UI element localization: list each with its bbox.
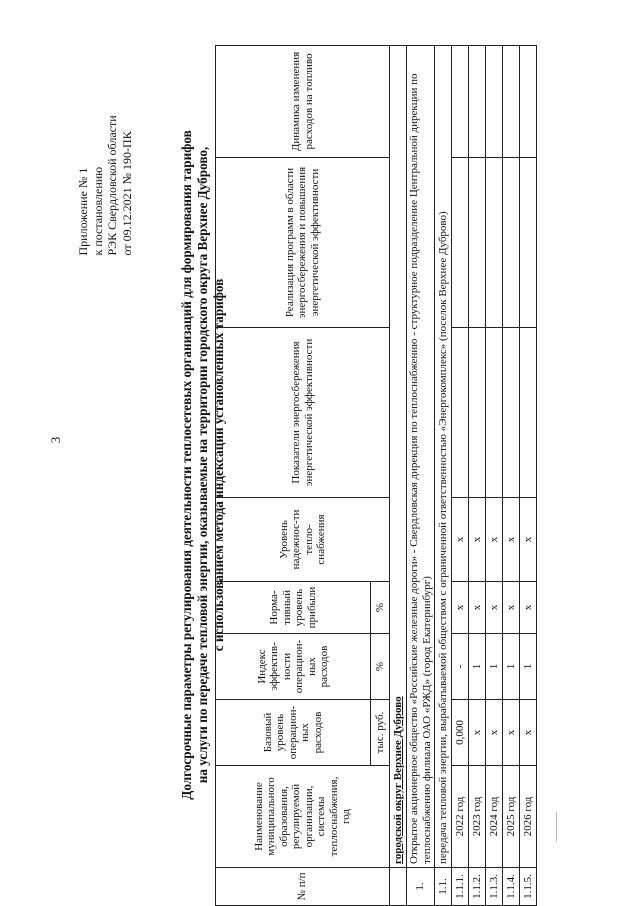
row-norm: х (469, 582, 486, 634)
row-base: х (503, 700, 520, 766)
row-energy (486, 328, 503, 498)
row-base: х (486, 700, 503, 766)
row-index: 1 (520, 634, 537, 700)
row-num: 1.1.4. (503, 868, 520, 906)
row-norm: х (503, 582, 520, 634)
parameters-table-rotator (215, 46, 537, 906)
row-reliability: х (486, 498, 503, 582)
title-line-1: Долгосрочные параметры регулирования деятельности теплосетевых организаций для формирования тарифов (179, 130, 194, 800)
header-index: Индекс эффектив-ности операцион-ных расходов (216, 634, 371, 700)
row-norm: х (520, 582, 537, 634)
row-dynamics (452, 46, 469, 158)
row-num: 1.1.5. (520, 868, 537, 906)
row-reliability: х (503, 498, 520, 582)
table-row (486, 46, 503, 906)
unit-norm: % (371, 582, 390, 634)
row-programs (469, 158, 486, 328)
header-dynamics: Динамика изменения расходов на топливо (216, 46, 390, 158)
header-energy: Показатели энергосбережения энергетической эффективности (216, 328, 390, 498)
row-programs (503, 158, 520, 328)
row-index: 1 (486, 634, 503, 700)
unit-base: тыс. руб. (371, 700, 390, 766)
appendix-line-2: к постановлению (90, 166, 105, 256)
appendix-line-4: от 09.12.2021 № 190-ПК (119, 131, 134, 256)
system-name: передача тепловой энергии, вырабатываемой обществом с ограниченной ответственностью «Энергокомплекс» (поселок Верхнее Дуброво) (435, 46, 452, 868)
system-row (435, 46, 452, 906)
row-year: 2026 год (520, 766, 537, 868)
row-year: 2022 год (452, 766, 469, 868)
row-energy (503, 328, 520, 498)
table-row (503, 46, 520, 906)
row-dynamics (469, 46, 486, 158)
row-num: 1.1.3. (486, 868, 503, 906)
row-reliability: х (452, 498, 469, 582)
org-num: 1. (407, 868, 435, 906)
header-reliability: Уровень надежнос-ти тепло-снабжения (216, 498, 390, 582)
row-year: 2023 год (469, 766, 486, 868)
district-name: городской округ Верхнее Дуброво (390, 46, 407, 868)
appendix-block (76, 101, 134, 256)
table-row (452, 46, 469, 906)
page-number: 3 (48, 436, 63, 444)
row-programs (452, 158, 469, 328)
system-num: 1.1. (435, 868, 452, 906)
parameters-table (215, 45, 537, 906)
district-row (390, 46, 407, 906)
row-dynamics (503, 46, 520, 158)
row-energy (452, 328, 469, 498)
row-base: х (469, 700, 486, 766)
title-line-3: с использованием метода индексации установленных тарифов (211, 278, 226, 652)
row-dynamics (486, 46, 503, 158)
district-num-cell (390, 868, 407, 906)
table-row (469, 46, 486, 906)
title-line-2: на услуги по передаче тепловой энергии, оказываемые на территории городского округа Верхнее Дуброво, (195, 146, 210, 784)
row-base: 0,000 (452, 700, 469, 766)
row-reliability: х (520, 498, 537, 582)
row-index: 1 (469, 634, 486, 700)
row-energy (469, 328, 486, 498)
table-header-row (216, 46, 371, 906)
header-programs: Реализация программ в области энергосбережения и повышения энергетической эффективности (216, 158, 390, 328)
appendix-line-1: Приложение № 1 (76, 167, 90, 256)
row-year: 2025 год (503, 766, 520, 868)
row-programs (520, 158, 537, 328)
header-norm: Норма-тивный уровень прибыли (216, 582, 371, 634)
row-dynamics (520, 46, 537, 158)
row-num: 1.1.1. (452, 868, 469, 906)
row-index: - (452, 634, 469, 700)
row-energy (520, 328, 537, 498)
row-norm: х (486, 582, 503, 634)
org-name: Открытое акционерное общество «Российские железные дороги» - Свердловская дирекция по теплоснабжению - структурное подразделение Центральной дирекции по теплоснабжению филиала ОАО «РЖД» (город Екатеринбург) (407, 46, 435, 868)
row-base: х (520, 700, 537, 766)
appendix-line-3: РЭК Свердловской области (105, 115, 119, 256)
row-norm: х (452, 582, 469, 634)
row-reliability: х (469, 498, 486, 582)
row-programs (486, 158, 503, 328)
organization-row (407, 46, 435, 906)
header-base: Базовый уровень операцион-ных расходов (216, 700, 371, 766)
header-num: № п/п (216, 868, 390, 906)
row-num: 1.1.2. (469, 868, 486, 906)
row-index: 1 (503, 634, 520, 700)
header-name: Наименование муниципального образования, регулируемой организации, системы теплоснабжения, год (216, 766, 390, 868)
unit-index: % (371, 634, 390, 700)
table-row (520, 46, 537, 906)
row-year: 2024 год (486, 766, 503, 868)
margin-mark (556, 812, 563, 842)
